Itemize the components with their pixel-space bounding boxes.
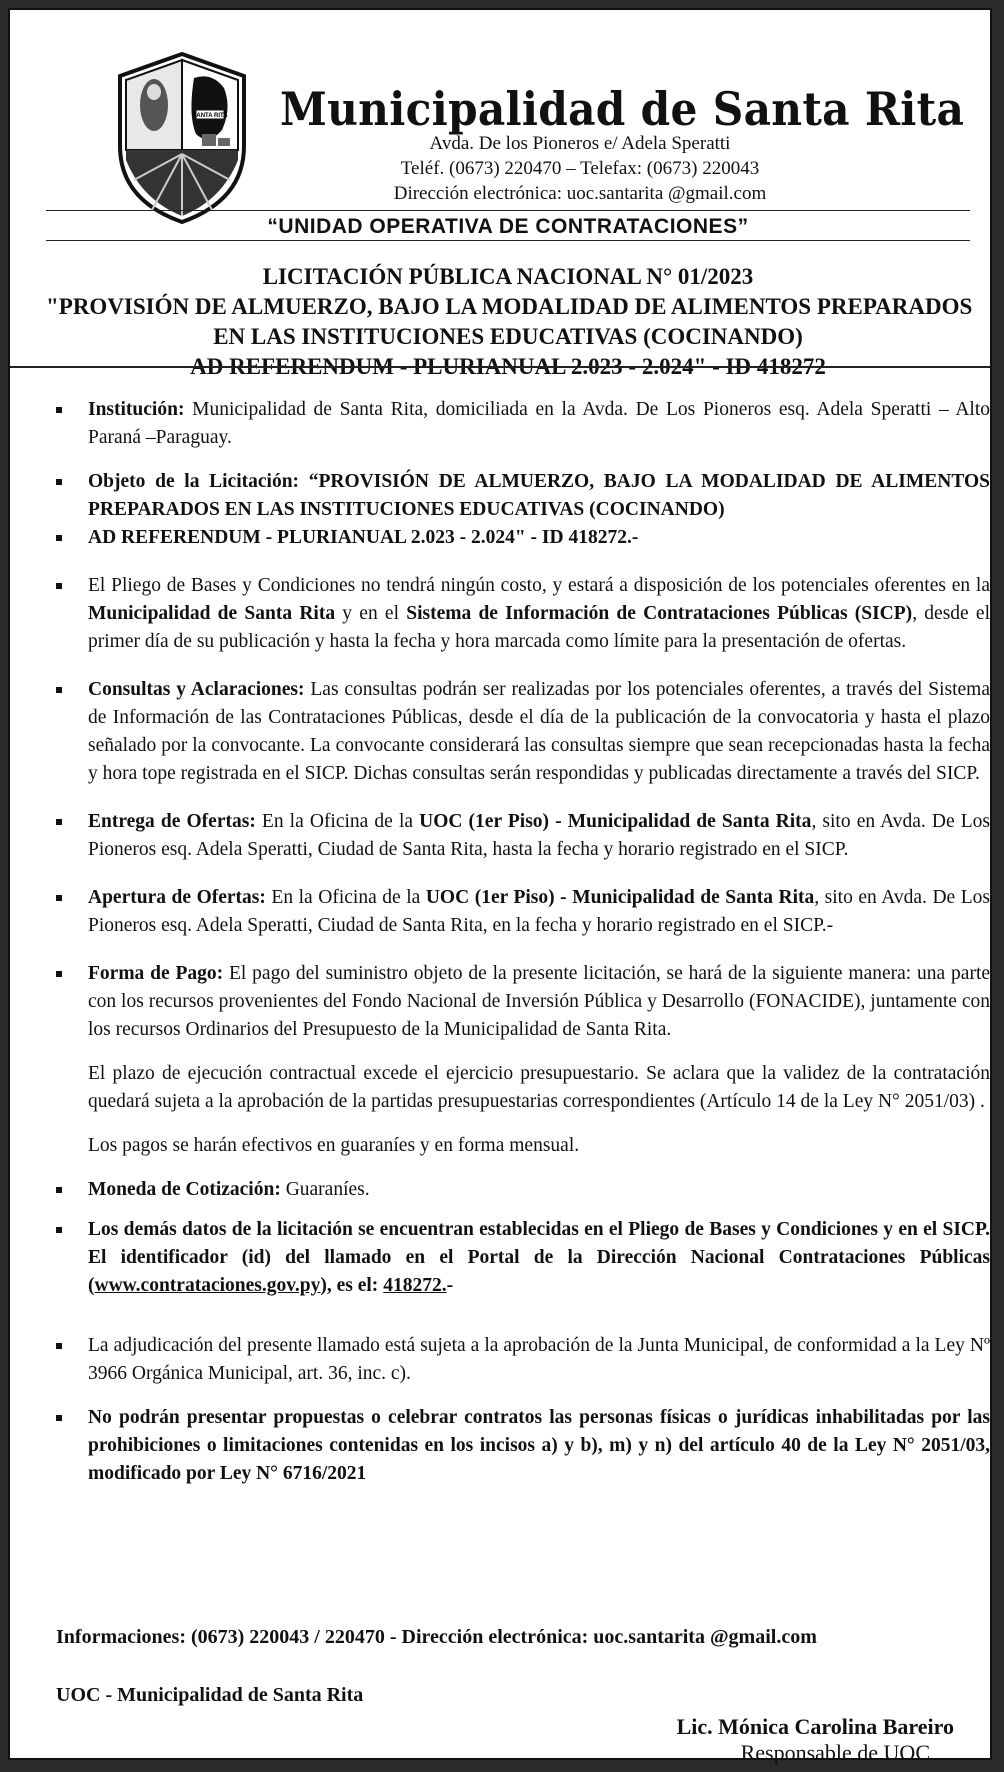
ad-referendum-text: AD REFERENDUM - PLURIANUAL 2.023 - 2.024" - ID 418272.- — [88, 527, 639, 548]
section-divider — [10, 366, 990, 368]
bullet-icon — [56, 583, 62, 589]
logo-text: SANTA RITA — [192, 113, 228, 119]
list-item-adjudicacion — [56, 1332, 990, 1388]
objeto-text: “PROVISIÓN DE ALMUERZO, BAJO LA MODALIDAD DE ALIMENTOS PREPARADOS EN LAS INSTITUCIONES EDUCATIVAS (COCINANDO) — [88, 471, 990, 520]
plazo-paragraph: El plazo de ejecución contractual excede el ejercicio presupuestario. Se aclara que la validez de la contratación quedará sujeta a la aprobación de la partidas presupuestarias correspondientes (Artículo 14 de la Ley N° 2051/03) . — [88, 1063, 990, 1112]
list-item-objeto — [56, 468, 990, 524]
entrega-label: Entrega de Ofertas: — [88, 811, 256, 832]
bullet-icon — [56, 535, 62, 541]
phone-line: Teléf. (0673) 220470 – Telefax: (0673) 220043 — [400, 158, 760, 179]
tender-line-4: AD REFERENDUM - PLURIANUAL 2.023 - 2.024" - ID 418272 — [190, 354, 826, 379]
list-item-institucion — [56, 396, 990, 452]
list-item-moneda — [56, 1176, 990, 1204]
bullet-icon — [56, 407, 62, 413]
pagos-paragraph: Los pagos se harán efectivos en guaraníes y en forma mensual. — [88, 1135, 580, 1156]
pago-label: Forma de Pago: — [88, 963, 224, 984]
municipality-title: Municipalidad de Santa Rita — [280, 82, 965, 136]
informaciones-line: Informaciones: (0673) 220043 / 220470 - Dirección electrónica: uoc.santarita @gmail.com — [56, 1626, 817, 1648]
consultas-text: Las consultas podrán ser realizadas por los potenciales oferentes, a través del Sistema de Información de las Contrataciones Públicas, desde el día de la publicación de la convocatoria y hasta el plazo señalado por la convocante. La convocante considerará las consultas siempre que sean recepcionadas hasta la fecha y hora tope registrada en el SICP. Dichas consultas serán respondidas y publicadas directamente a través del SICP. — [88, 679, 990, 784]
email-line: Dirección electrónica: uoc.santarita @gmail.com — [393, 183, 767, 204]
unit-banner: “UNIDAD OPERATIVA DE CONTRATACIONES” — [267, 215, 749, 238]
tender-line-3: EN LAS INSTITUCIONES EDUCATIVAS (COCINANDO) — [213, 324, 803, 349]
demas-text-3: - — [446, 1275, 454, 1296]
signer-name: Lic. Mónica Carolina Bareiro — [676, 1714, 954, 1739]
address-line: Avda. De los Pioneros e/ Adela Speratti — [429, 133, 731, 154]
entrega-text-2: , sito en Avda. De Los Pioneros esq. Adela Speratti, Ciudad de Santa Rita, hasta la fecha y horario registrado en el SICP. — [88, 811, 990, 860]
apertura-text-2: , sito en Avda. De Los Pioneros esq. Adela Speratti, Ciudad de Santa Rita, en la fecha y horario registrado en el SICP.- — [88, 887, 991, 936]
demas-text-2: ), es el: — [320, 1275, 384, 1296]
bullet-icon — [56, 819, 62, 825]
header-rule-top — [46, 210, 970, 211]
header-rule-bottom — [46, 240, 970, 241]
bullet-icon — [56, 971, 62, 977]
tender-id: 418272. — [383, 1275, 447, 1296]
bullet-icon — [56, 1343, 62, 1349]
bullet-icon — [56, 1187, 62, 1193]
pliego-text-3: , desde el primer día de su publicación y hasta la fecha y hora marcada como límite para la presentación de ofertas. — [88, 603, 990, 652]
municipal-coat-of-arms — [112, 50, 252, 225]
entrega-bold: UOC (1er Piso) - Municipalidad de Santa Rita — [419, 811, 812, 832]
institucion-label: Institución: — [88, 399, 185, 420]
pliego-bold-2: Sistema de Información de Contrataciones Públicas (SICP) — [406, 603, 913, 624]
tender-heading — [46, 262, 973, 382]
contrataciones-link[interactable]: www.contrataciones.gov.py — [94, 1275, 321, 1296]
apertura-label: Apertura de Ofertas: — [88, 887, 266, 908]
entrega-text-1: En la Oficina de la — [255, 811, 420, 832]
tender-details — [56, 396, 990, 1488]
signer-role: Responsable de UOC — [740, 1740, 930, 1765]
pliego-bold-1: Municipalidad de Santa Rita — [88, 603, 336, 624]
bullet-icon — [56, 1415, 62, 1421]
demas-text-1: Los demás datos de la licitación se encuentran establecidas en el Pliego de Bases y Condiciones y en el SICP. El identificador (id) del llamado en el Portal de la Dirección Nacional Contrataciones Públicas ( — [88, 1219, 990, 1296]
list-item-prohibicion — [56, 1404, 990, 1488]
apertura-text-1: En la Oficina de la — [265, 887, 426, 908]
objeto-label: Objeto de la Licitación: — [88, 471, 300, 492]
bullet-icon — [56, 895, 62, 901]
bullet-icon — [56, 1227, 62, 1233]
list-item-consultas — [56, 676, 990, 788]
bullet-icon — [56, 479, 62, 485]
list-item-entrega — [56, 808, 990, 864]
tender-line-2: "PROVISIÓN DE ALMUERZO, BAJO LA MODALIDAD DE ALIMENTOS PREPARADOS — [46, 294, 973, 319]
list-item-demas-datos — [56, 1216, 990, 1300]
pliego-text-1: El Pliego de Bases y Condiciones no tendrá ningún costo, y estará a disposición de los potenciales oferentes en la — [88, 575, 990, 596]
list-item-ad-referendum — [56, 524, 990, 552]
tender-line-1: LICITACIÓN PÚBLICA NACIONAL N° 01/2023 — [262, 264, 754, 289]
document-page — [8, 8, 992, 1765]
list-item-forma-pago — [56, 960, 990, 1044]
institucion-text: Municipalidad de Santa Rita, domiciliada en la Avda. De Los Pioneros esq. Adela Speratti – Alto Paraná –Paraguay. — [88, 399, 990, 448]
pago-text: El pago del suministro objeto de la presente licitación, se hará de la siguiente manera: una parte con los recursos provenientes del Fondo Nacional de Inversión Pública y Desarrollo (FONACIDE), juntamente con los recursos Ordinarios del Presupuesto de la Municipalidad de Santa Rita. — [88, 963, 991, 1040]
bullet-icon — [56, 687, 62, 693]
apertura-bold: UOC (1er Piso) - Municipalidad de Santa Rita — [425, 887, 815, 908]
moneda-label: Moneda de Cotización: — [88, 1179, 281, 1200]
pliego-text-2: y en el — [335, 603, 407, 624]
uoc-line: UOC - Municipalidad de Santa Rita — [56, 1684, 364, 1706]
adjudicacion-text: La adjudicación del presente llamado está sujeta a la aprobación de la Junta Municipal, de conformidad a la Ley Nº 3966 Orgánica Municipal, art. 36, inc. c). — [88, 1335, 990, 1384]
moneda-text: Guaraníes. — [280, 1179, 370, 1200]
list-item-apertura — [56, 884, 990, 940]
consultas-label: Consultas y Aclaraciones: — [88, 679, 305, 700]
prohibicion-text: No podrán presentar propuestas o celebrar contratos las personas físicas o jurídicas inhabilitadas por las prohibiciones o limitaciones contenidas en los incisos a) y b), m) y n) del artículo 40 de la Ley N° 2051/03, modificado por Ley N° 6716/2021 — [88, 1407, 990, 1484]
list-item-pliego — [56, 572, 990, 656]
